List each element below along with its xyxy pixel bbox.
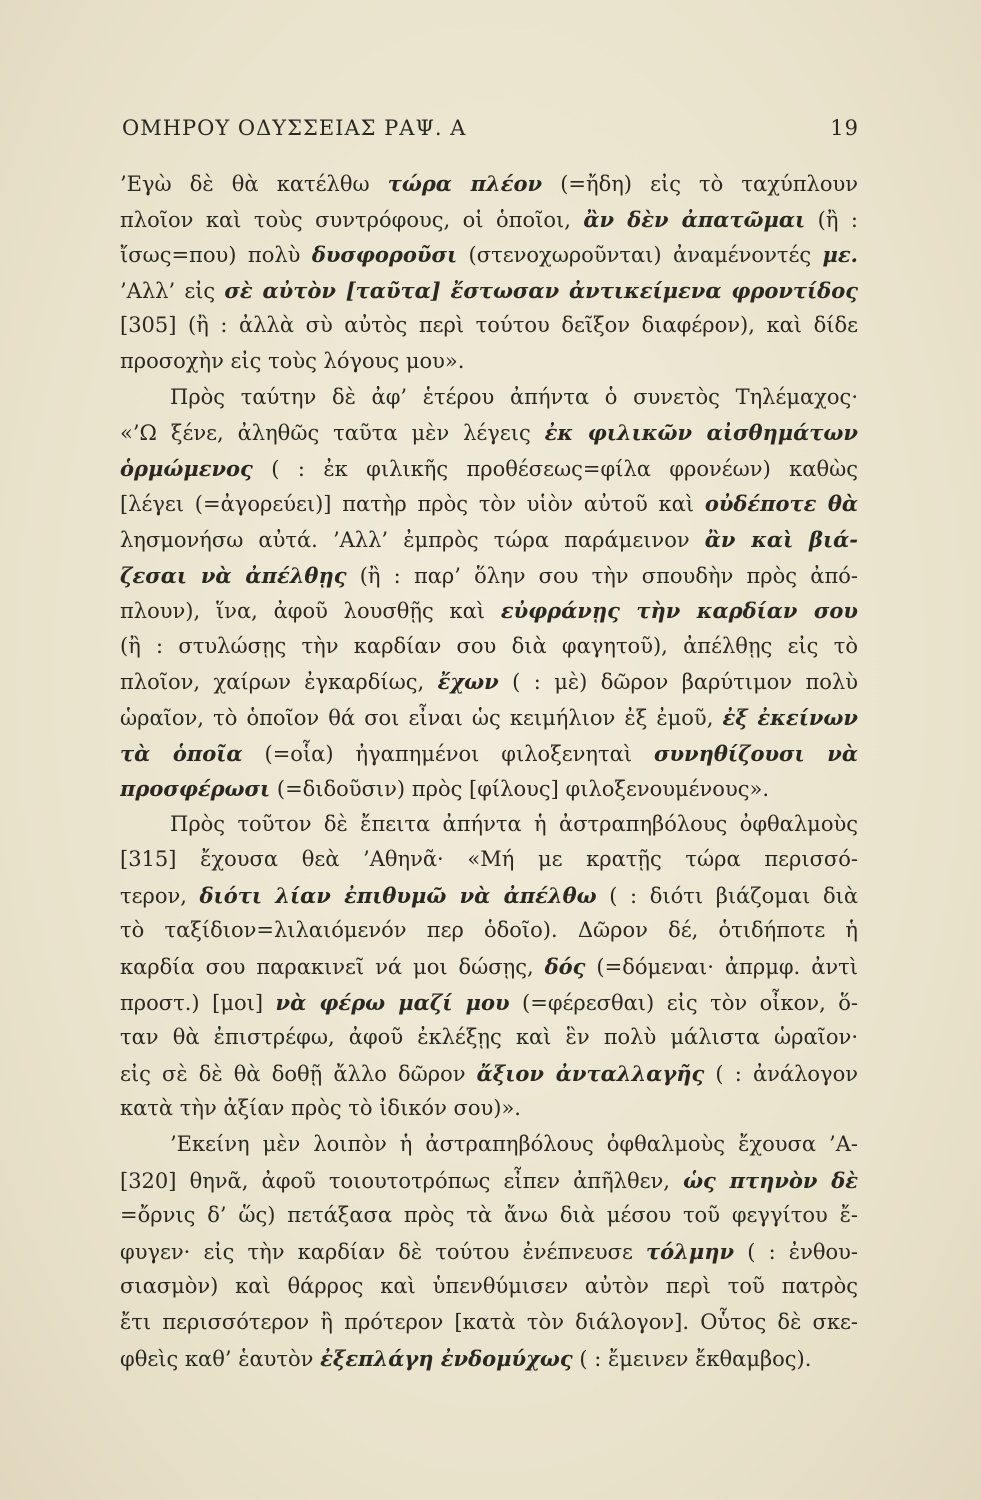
translation-gloss: ὁρμώμενος [120, 455, 253, 481]
text-line [120, 308, 858, 344]
text-line [120, 700, 858, 736]
text-run: καρδία σου παρακινεῖ νά μοι δώσῃς, [120, 955, 545, 980]
text-run: [315] ἔχουσα θεὰ ’Αθηνᾶ· «Μή με κρατῇς τώρα περισσό- [120, 847, 858, 872]
running-header [122, 116, 859, 152]
translation-gloss: τόλμην [646, 1238, 735, 1264]
text-run: ( : ἔμεινεν ἔκθαμβος). [572, 1346, 812, 1371]
text-line [120, 237, 858, 273]
text-run: πλοῖον καὶ τοὺς συντρόφους, οἱ ὁποῖοι, [120, 207, 584, 232]
text-line [120, 558, 858, 594]
text-line [120, 1091, 858, 1127]
translation-gloss: τώρα πλέον [387, 171, 543, 196]
text-run: «’Ω ξένε, ἀληθῶς ταῦτα μὲν λέγεις [120, 421, 545, 446]
translation-gloss: ἐκ φιλικῶν αἰσθημάτων [544, 420, 858, 446]
text-line [120, 486, 858, 522]
body-text [120, 166, 858, 1376]
text-run: (=φέρεσθαι) εἰς τὸν οἶκον, ὅ- [509, 990, 858, 1015]
text-run: ἴσως=που) πολὺ [120, 243, 312, 268]
translation-gloss: οὐδέποτε θὰ [704, 491, 858, 517]
text-run: Πρὸς τοῦτον δὲ ἔπειτα ἀπήντα ἡ ἀστραπηβόλους ὀφθαλμοὺς [170, 811, 858, 836]
translation-gloss: δυσφοροῦσι [311, 242, 458, 268]
translation-gloss: ὡς πτηνὸν δὲ [683, 1167, 858, 1193]
translation-gloss: ἂν δὲν ἀπατῶμαι [583, 206, 806, 232]
text-line [120, 842, 858, 878]
text-run: ( : διότι βιάζομαι διὰ [596, 883, 858, 908]
translation-gloss: τὰ ὁποῖα [120, 740, 243, 766]
text-run: Πρὸς ταύτην δὲ ἀφ’ ἑτέρου ἀπήντα ὁ συνετὸς Τηλέμαχος· [170, 384, 858, 409]
text-run: προσοχὴν εἰς τοὺς λόγους μου». [120, 348, 465, 373]
running-title: ΟΜΗΡΟΥ ΟΔΥΣΣΕΙΑΣ ΡΑΨ. Α [122, 116, 467, 140]
translation-gloss: ἂν καὶ βιά- [704, 526, 858, 552]
text-run: (=ἤδη) εἰς τὸ ταχύπλουν [542, 172, 858, 196]
text-line [120, 1198, 858, 1234]
text-run: ἔτι περισσότερον ἢ πρότερον [κατὰ τὸν διάλογον]. Οὗτος δὲ σκε- [120, 1310, 858, 1334]
text-run: =ὄρνις δ’ ὥς) πετάξασα πρὸς τὰ ἄνω διὰ μέσου τοῦ φεγγίτου ἔ- [120, 1203, 858, 1228]
text-run: ὡραῖον, τὸ ὁποῖον θά σοι εἶναι ὡς κειμήλιον ἐξ ἐμοῦ, [120, 705, 723, 730]
text-line [120, 878, 858, 914]
text-line [120, 913, 858, 949]
text-run: ( : ἐνθου- [734, 1239, 858, 1264]
text-run: (στενοχωροῦνται) ἀναμένοντές [457, 243, 823, 268]
text-line [120, 593, 858, 629]
text-run: ( : ἀνάλογον [704, 1061, 858, 1086]
text-run: κατὰ τὴν ἀξίαν πρὸς τὸ ἰδικόν σου)». [120, 1096, 521, 1121]
translation-gloss: ἄξιον ἀνταλλαγῆς [476, 1060, 705, 1086]
text-run: (=οἷα) ἠγαπημένοι φιλοξενηταὶ [242, 741, 654, 766]
text-run: (=διδοῦσιν) πρὸς [φίλους] φιλοξενουμένους». [270, 777, 770, 802]
text-run: [320] θηνᾶ, ἀφοῦ τοιουτοτρόπως εἶπεν ἀπῆλθεν, [120, 1168, 684, 1193]
text-run: (ἢ : στυλώσῃς τὴν καρδίαν σου διὰ φαγητοῦ), ἀπέλθῃς εἰς τὸ [120, 633, 858, 658]
text-line [120, 415, 858, 451]
text-line [120, 664, 858, 700]
text-line [120, 1269, 858, 1305]
text-run: σιασμὸν) καὶ θάρρος καὶ ὑπενθύμισεν αὐτὸν περὶ τοῦ πατρὸς [120, 1274, 858, 1299]
translation-gloss: ζεσαι νὰ ἀπέλθῃς [120, 562, 347, 588]
text-line [120, 1020, 858, 1056]
text-line [120, 166, 858, 202]
translation-gloss: εὐφράνῃς τὴν καρδίαν σου [500, 598, 858, 624]
text-run: ταν θὰ ἐπιστρέφω, ἀφοῦ ἐκλέξῃς καὶ ἓν πολὺ μάλιστα ὡραῖον· [120, 1025, 858, 1050]
text-line [120, 736, 858, 772]
text-line [120, 985, 858, 1021]
text-run: ( : ἐκ φιλικῆς προθέσεως=φίλα φρονέων) καθὼς [252, 456, 858, 481]
text-run: [305] (ἢ : ἀλλὰ σὺ αὐτὸς περὶ τούτου δεῖξον διαφέρον), καὶ δίδε [120, 313, 858, 338]
translation-gloss: ἐξ ἐκείνων [722, 704, 858, 730]
text-line [120, 451, 858, 487]
text-line [120, 344, 858, 380]
text-line [120, 949, 858, 985]
text-line [120, 1234, 858, 1270]
text-run: πλοῖον, χαίρων ἐγκαρδίως, [120, 670, 438, 695]
text-run: ’Αλλ’ εἰς [120, 278, 225, 303]
text-run: φυγεν· εἰς τὴν καρδίαν δὲ τούτου ἐνέπνευσε [120, 1239, 647, 1264]
text-line [120, 1127, 858, 1163]
text-line [120, 202, 858, 238]
text-run: ’Εκείνη μὲν λοιπὸν ἡ ἀστραπηβόλους ὀφθαλμοὺς ἔχουσα ’Α- [170, 1132, 858, 1157]
text-line [120, 522, 858, 558]
text-line [120, 1305, 858, 1341]
text-run: [λέγει (=ἀγορεύει)] πατὴρ πρὸς τὸν υἱὸν αὐτοῦ καὶ [120, 492, 705, 517]
translation-gloss: ἔχων [437, 669, 499, 695]
translation-gloss: διότι λίαν ἐπιθυμῶ νὰ ἀπέλθω [199, 882, 597, 908]
text-line [120, 1163, 858, 1199]
text-run: τερον, [120, 883, 200, 908]
text-run: εἰς σὲ δὲ θὰ δοθῇ ἄλλο δῶρον [120, 1061, 477, 1086]
text-run: τὸ ταξίδιον=λιλαιόμενόν περ ὁδοῖο). Δῶρον δέ, ὁτιδήποτε ἡ [120, 918, 858, 943]
text-line [120, 771, 858, 807]
text-run: πλουν), ἵνα, ἀφοῦ λουσθῇς καὶ [120, 599, 501, 624]
translation-gloss: ἐξεπλάγη ἐνδομύχως [320, 1345, 573, 1371]
text-run: (ἢ : [805, 207, 858, 232]
translation-gloss: συνηθίζουσι νὰ [653, 740, 858, 766]
text-line [120, 273, 858, 309]
text-line [120, 380, 858, 416]
text-run: λησμονήσω αὐτά. ’Αλλ’ ἐμπρὸς τώρα παράμεινον [120, 527, 705, 552]
text-run: φθεὶς καθ’ ἑαυτὸν [120, 1346, 321, 1371]
translation-gloss: προσφέρωσι [120, 776, 271, 802]
text-line [120, 629, 858, 665]
text-run: ( : μὲ) δῶρον βαρύτιμον πολὺ [498, 670, 858, 695]
text-run: προστ.) [μοι] [120, 990, 276, 1015]
text-line [120, 1056, 858, 1092]
text-line [120, 1341, 858, 1377]
text-run: (ἢ : παρ’ ὅλην σου τὴν σπουδὴν πρὸς ἀπό- [346, 563, 858, 588]
text-run: (=δόμεναι· ἀπρμφ. ἀντὶ [585, 955, 858, 980]
page-number: 19 [830, 116, 859, 140]
text-run: ’Εγὼ δὲ θὰ κατέλθω [120, 172, 388, 196]
translation-gloss: δός [544, 954, 586, 980]
translation-gloss: με. [822, 242, 858, 268]
text-line [120, 807, 858, 843]
translation-gloss: νὰ φέρω μαζί μου [275, 989, 510, 1015]
translation-gloss: σὲ αὐτὸν [ταῦτα] ἔστωσαν ἀντικείμενα φροντίδος [224, 277, 858, 303]
